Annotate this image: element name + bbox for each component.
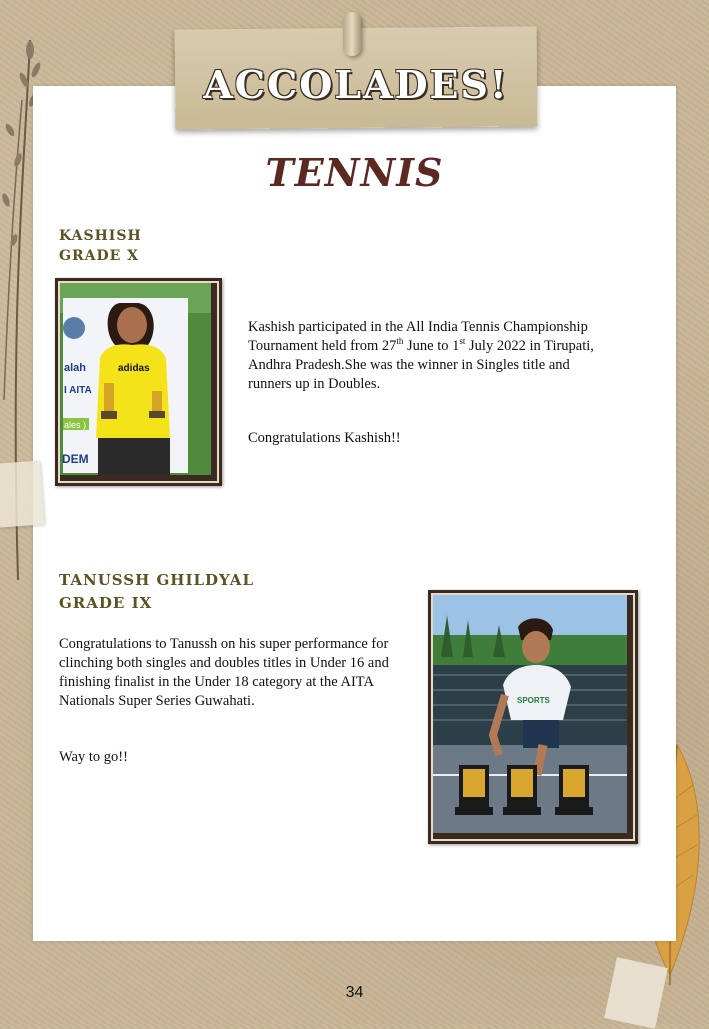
banner-text-4: DEM: [62, 452, 89, 466]
student1-photo: [55, 278, 222, 486]
student1-name: KASHISH: [59, 228, 142, 244]
banner-text-1: alah: [64, 362, 87, 374]
student2-name: TANUSSH GHILDYAL: [59, 571, 254, 589]
student2-photo: [428, 590, 638, 844]
banner-heading: ACCOLADES!: [203, 62, 509, 107]
student1-congrats: Congratulations Kashish!!: [248, 430, 401, 446]
student1-grade: GRADE X: [59, 248, 140, 264]
student2-grade: GRADE IX: [59, 594, 153, 612]
shirt-text-2: SPORTS: [517, 696, 550, 705]
banner-text-2: I AITA: [64, 385, 92, 396]
student1-description: Kashish participated in the All India Tennis Championship Tournament held from 27th June to 1st July 2022 in Tirupati, Andhra Pradesh.She was the winner in Singles title and runners up in Doubles.: [248, 319, 594, 392]
student1-photo-image: [60, 283, 211, 475]
student2-closing: Way to go!!: [59, 749, 128, 765]
tape-decoration: [0, 461, 44, 528]
banner-text-3: ales ): [64, 420, 87, 430]
section-title: TENNIS: [265, 150, 444, 195]
page-number: 34: [345, 984, 364, 1001]
pin-icon: [343, 12, 361, 56]
shirt-text-1: adidas: [118, 363, 150, 374]
student2-description: Congratulations to Tanussh on his super performance for clinching both singles and doubles titles in Under 16 and finishing finalist in the Under 18 category at the AITA Nationals Super Series Guwahati.: [59, 636, 389, 709]
student2-photo-image: [433, 595, 627, 833]
